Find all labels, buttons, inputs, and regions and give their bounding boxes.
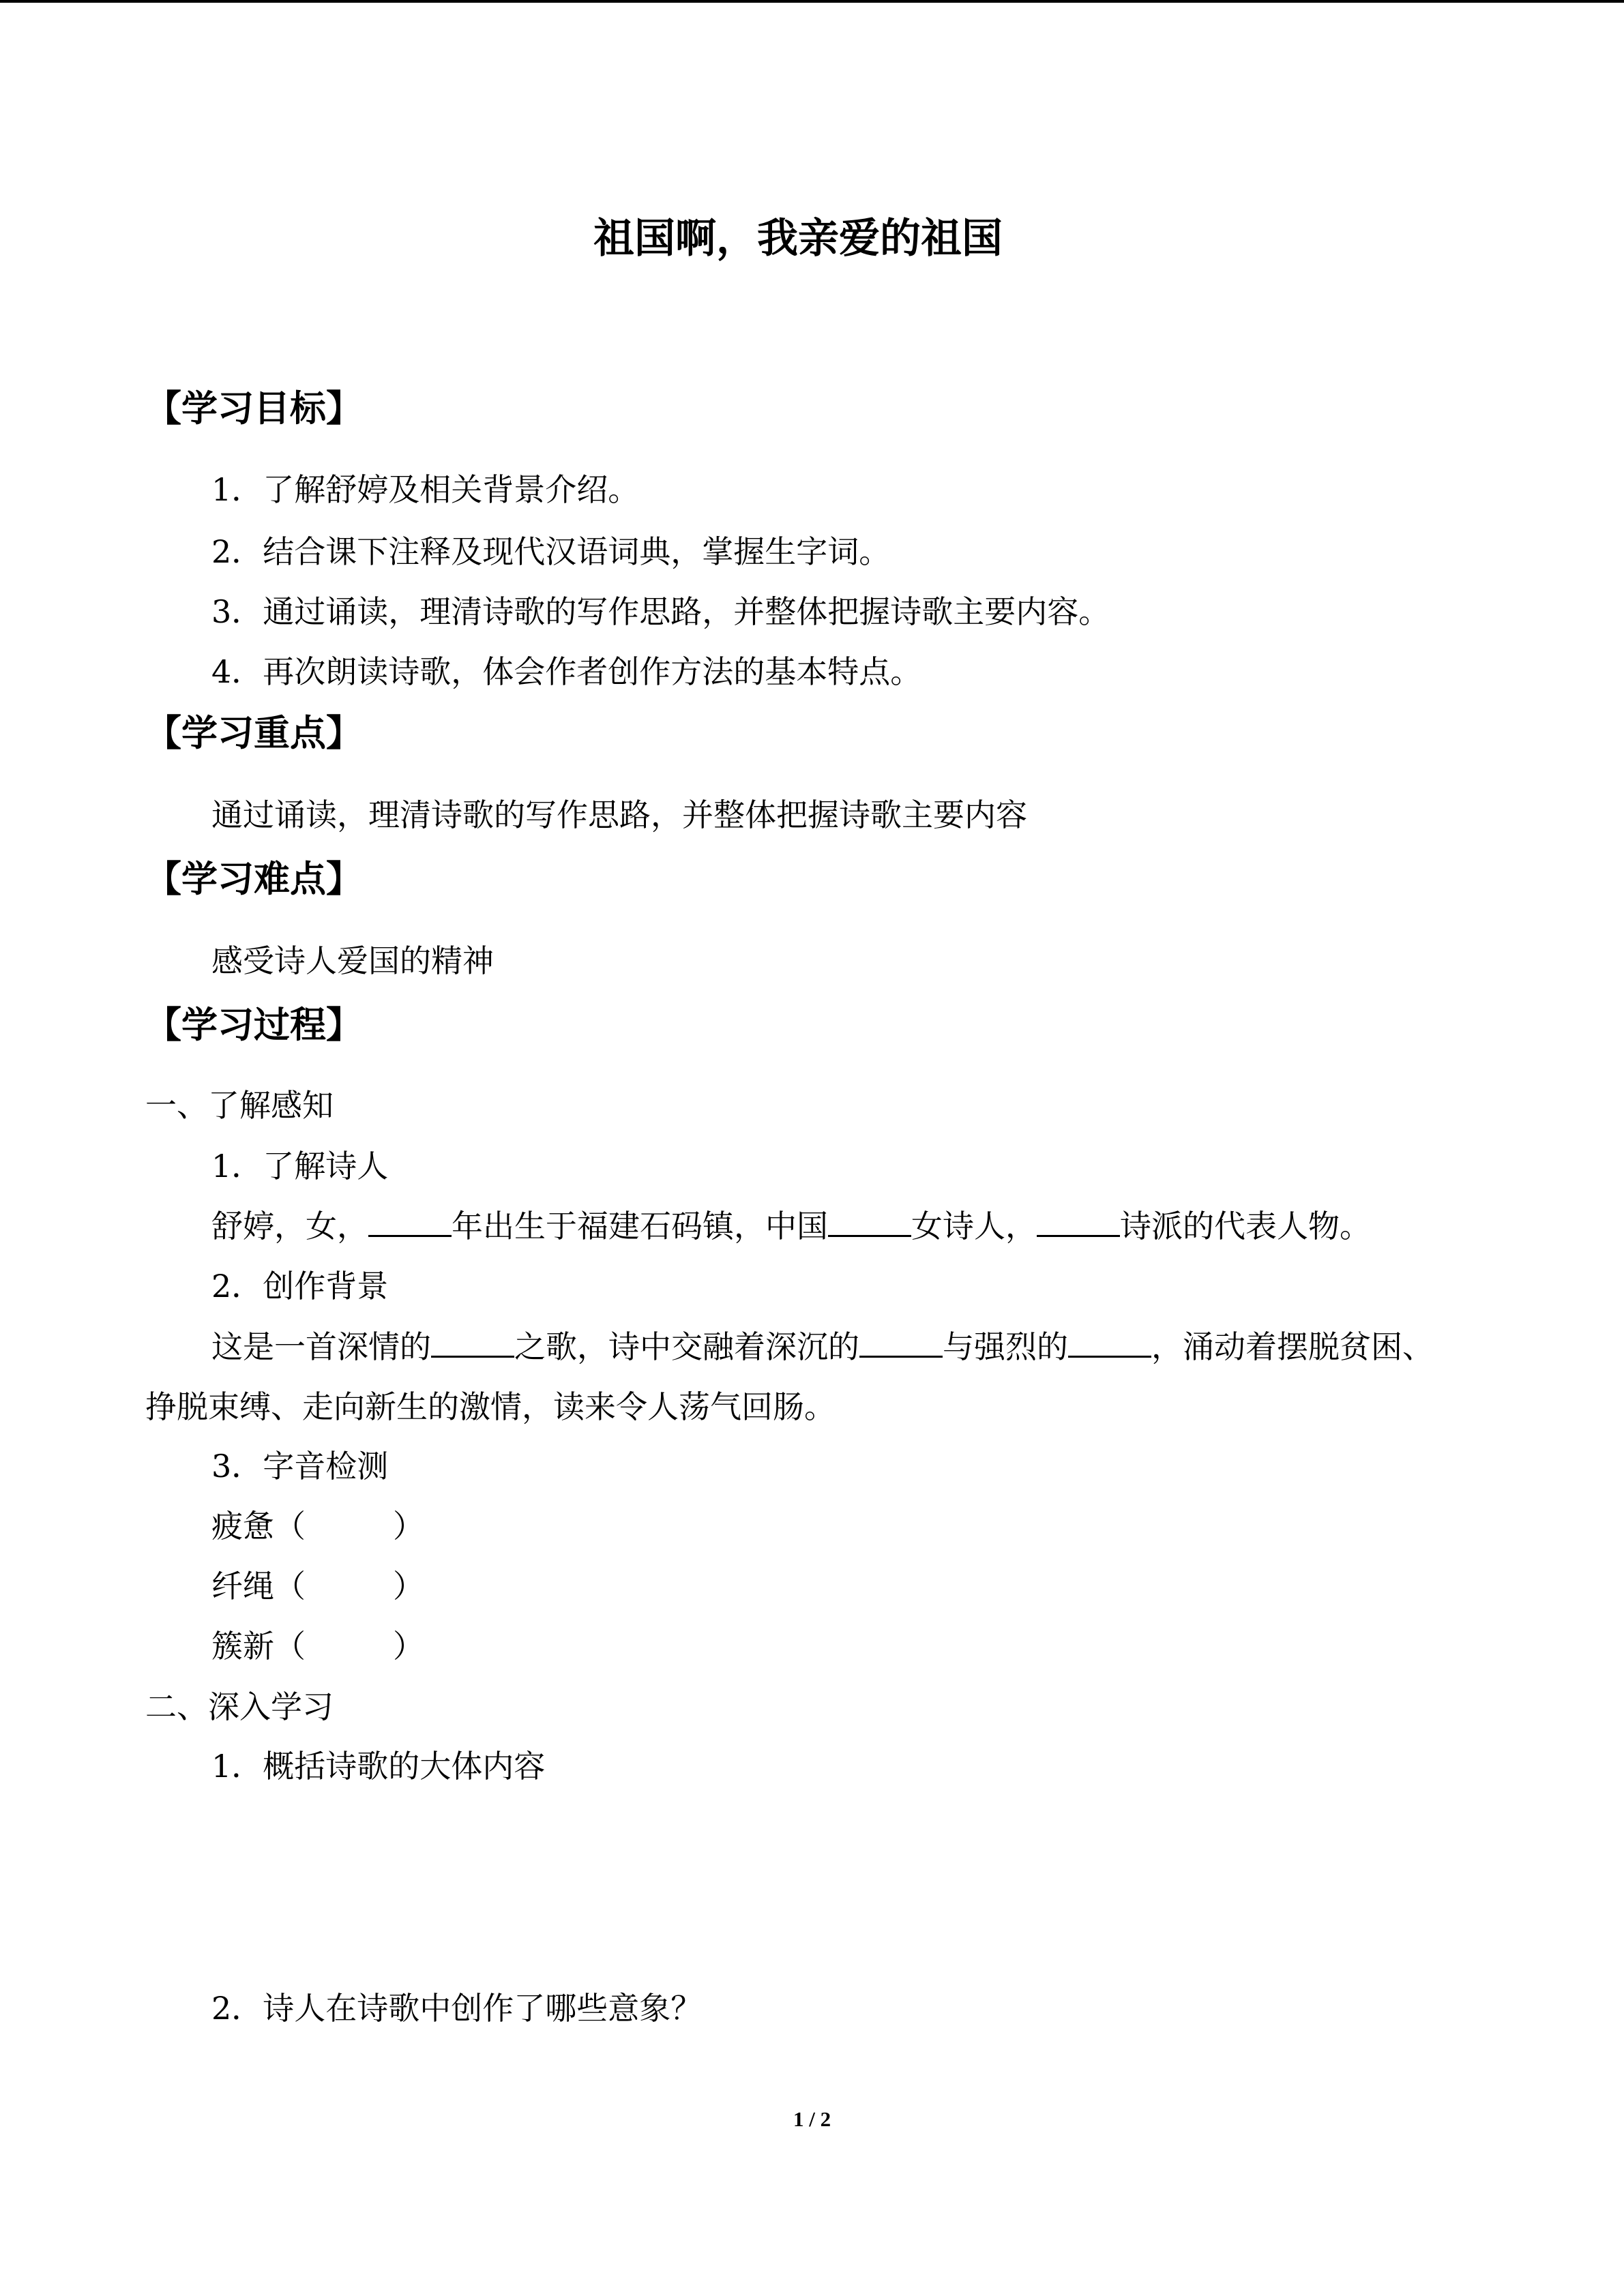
fill-blank[interactable] [828,1209,911,1237]
poet-text-segment: 年出生于福建石码镇，中国 [452,1208,828,1244]
fill-blank[interactable] [368,1209,452,1237]
poet-question-title: 1．了解诗人 [211,1148,389,1184]
paren-close: ） [393,1508,424,1545]
objective-item: 4．再次朗读诗歌，体会作者创作方法的基本特点。 [211,653,922,690]
objective-item: 2．结合课下注释及现代汉语词典，掌握生字词。 [211,533,891,570]
poet-text-segment: 舒婷，女， [211,1208,368,1244]
poet-text-segment: 诗派的代表人物。 [1120,1208,1371,1244]
pronunciation-question-title: 3．字音检测 [211,1448,389,1485]
fill-blank[interactable] [1037,1209,1120,1237]
fill-blank[interactable] [431,1330,514,1358]
poet-text-segment: 女诗人， [911,1208,1037,1244]
part2-title: 二、深入学习 [145,1688,334,1725]
paren-close: ） [393,1628,424,1665]
key-points-text: 通过诵读，理清诗歌的写作思路，并整体把握诗歌主要内容 [211,796,1027,833]
background-text-segment: 与强烈的 [943,1328,1068,1365]
part1-title: 一、了解感知 [145,1087,334,1124]
poet-fill-line [211,1207,1371,1245]
content-summary-question: 1．概括诗歌的大体内容 [211,1748,546,1785]
background-fill-line [211,1328,1434,1366]
difficulties-heading: 【学习难点】 [145,859,362,900]
word: 簇新 [211,1628,274,1665]
word: 纤绳 [211,1568,274,1605]
pronunciation-item [211,1507,424,1545]
key-points-heading: 【学习重点】 [145,713,362,754]
objective-item: 3．通过诵读，理清诗歌的写作思路，并整体把握诗歌主要内容。 [211,593,1110,630]
background-text-segment: ，涌动着摆脱贫困、 [1151,1328,1434,1365]
document-title: 祖国啊，我亲爱的祖国 [593,215,1003,263]
fill-blank[interactable] [1068,1330,1151,1358]
imagery-question: 2．诗人在诗歌中创作了哪些意象？ [211,1990,703,2027]
background-text-segment: 之歌，诗中交融着深沉的 [514,1328,859,1365]
paren-close: ） [393,1568,424,1605]
paren-open: （ [274,1508,306,1545]
difficulties-text: 感受诗人爱国的精神 [211,942,494,979]
objectives-heading: 【学习目标】 [145,388,362,430]
paren-open: （ [274,1568,306,1605]
objective-item: 1．了解舒婷及相关背景介绍。 [211,471,640,508]
fill-blank[interactable] [859,1330,943,1358]
paren-open: （ [274,1628,306,1665]
process-heading: 【学习过程】 [145,1004,362,1046]
background-text-continued: 挣脱束缚、走向新生的激情，读来令人荡气回肠。 [145,1388,836,1425]
page-top-border [0,0,1624,3]
background-text-segment: 这是一首深情的 [211,1328,431,1365]
background-question-title: 2．创作背景 [211,1268,389,1304]
pronunciation-item [211,1567,424,1605]
pronunciation-item [211,1627,424,1665]
word: 疲惫 [211,1508,274,1545]
page-number: 1 / 2 [793,2107,831,2131]
